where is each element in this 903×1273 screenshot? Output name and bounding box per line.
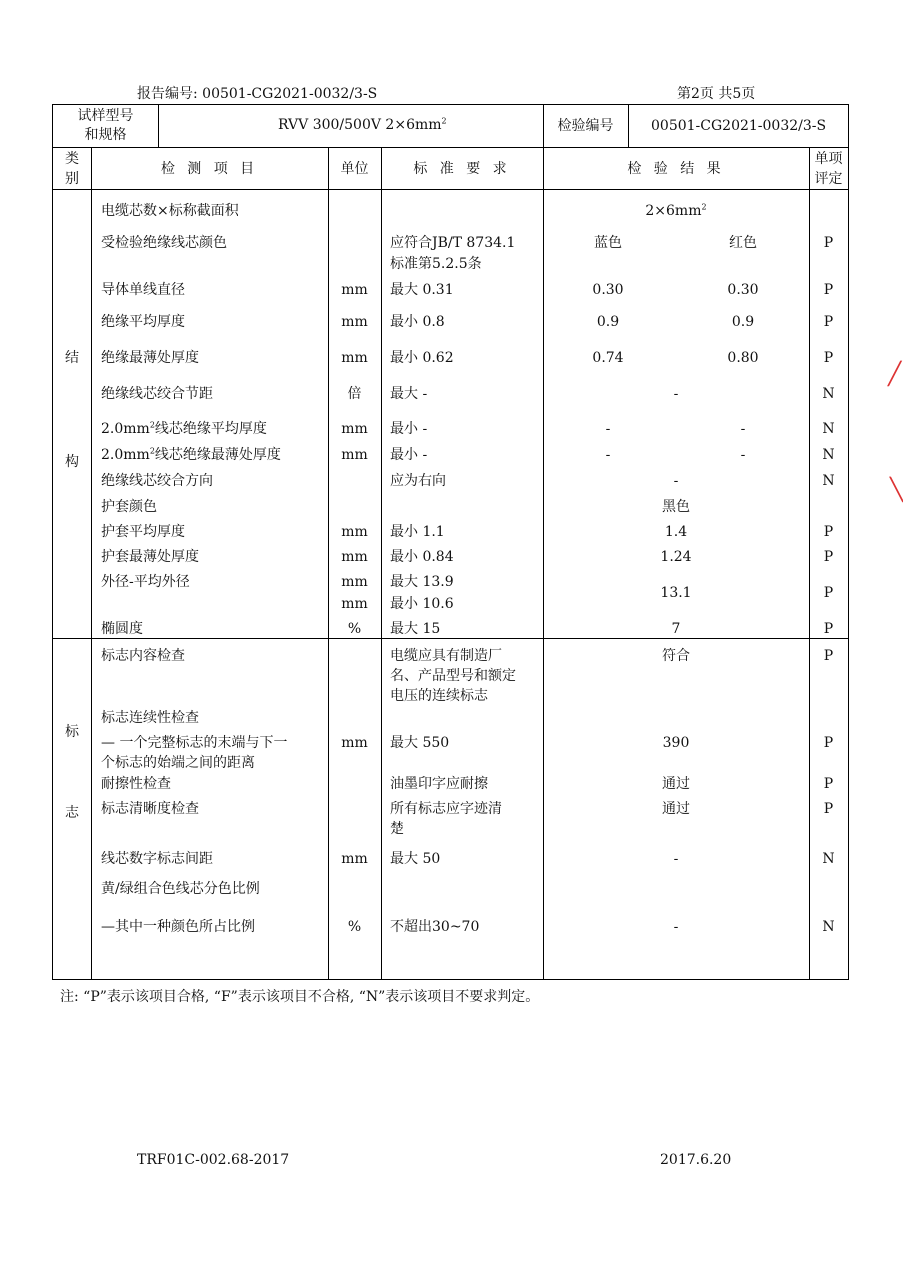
s1-std-7: 最小 -: [390, 447, 428, 463]
s1-std-3: 最小 0.8: [390, 314, 445, 330]
s2-item-2: 耐擦性检查: [101, 776, 171, 792]
s1-result-8: -: [673, 473, 679, 489]
col-result: 检 验 结 果: [627, 161, 725, 177]
model-label-2: 和规格: [84, 127, 127, 143]
model-value: RVV 300/500V $2\times 6mm^2$: [278, 116, 447, 133]
s1-verdict-3: P: [823, 314, 834, 330]
inspection-table: [52, 104, 849, 980]
s1-unit-12a: mm: [341, 574, 368, 590]
s1-verdict-1: P: [823, 235, 834, 251]
s2-result-1: 390: [662, 735, 690, 751]
section1-category-1: 结: [65, 350, 79, 366]
s1-std-1b: 标准第5.2.5条: [390, 256, 482, 272]
s2-result-3: 通过: [662, 801, 690, 817]
s1-verdict-11: P: [823, 549, 834, 565]
s2-std-3a: 所有标志应字迹清: [390, 801, 502, 817]
s1-item-3: 绝缘平均厚度: [101, 314, 185, 330]
s2-verdict-1: P: [823, 735, 834, 751]
inspect-value: 00501-CG2021-0032/3-S: [651, 118, 827, 134]
s2-result-0: 符合: [662, 648, 690, 664]
s1-result-13: 7: [671, 621, 681, 637]
s2-std-3b: 楚: [390, 821, 404, 837]
s2-item-1c: 个标志的始端之间的距离: [101, 755, 255, 771]
stamp-fragment-1: ╱: [888, 362, 902, 387]
s1-result-11: 1.24: [660, 549, 692, 565]
s1-verdict-4: P: [823, 350, 834, 366]
s1-std-13: 最大 15: [390, 621, 441, 637]
s1-std-4: 最小 0.62: [390, 350, 454, 366]
s1-r1-6: -: [605, 421, 611, 437]
page-number: 第2页 共5页: [677, 86, 756, 102]
s2-unit-1: mm: [341, 735, 368, 751]
s1-r2-1: 红色: [729, 235, 757, 251]
s2-verdict-3: P: [823, 801, 834, 817]
s2-verdict-6: N: [822, 919, 835, 935]
s1-verdict-7: N: [822, 447, 835, 463]
col-category-2: 别: [65, 171, 79, 187]
s1-item-6: $2.0mm^2$线芯绝缘平均厚度: [101, 420, 267, 437]
s1-r1-7: -: [605, 447, 611, 463]
s1-std-5: 最大 -: [390, 386, 428, 402]
s1-verdict-10: P: [823, 524, 834, 540]
col-category-1: 类: [65, 151, 79, 167]
s1-unit-6: mm: [341, 421, 368, 437]
s1-std-12a: 最大 13.9: [390, 574, 454, 590]
col-verdict-1: 单项: [814, 151, 843, 167]
s1-result-9: 黑色: [662, 499, 690, 515]
s2-std-0a: 电缆应具有制造厂: [390, 648, 502, 664]
s1-r2-6: -: [740, 421, 746, 437]
s2-result-6: -: [673, 919, 679, 935]
s2-item-1b: — 一个完整标志的末端与下一: [101, 735, 288, 751]
s1-std-8: 应为右向: [390, 473, 446, 489]
s1-result-0: $2\times 6mm^2$: [645, 202, 707, 219]
s1-verdict-6: N: [822, 421, 835, 437]
s1-unit-10: mm: [341, 524, 368, 540]
s1-std-2: 最大 0.31: [390, 282, 454, 298]
s2-result-4: -: [673, 851, 679, 867]
s2-result-2: 通过: [662, 776, 690, 792]
s2-std-2: 油墨印字应耐擦: [390, 776, 488, 792]
s1-unit-13: %: [347, 621, 362, 637]
form-number: TRF01C-002.68-2017: [137, 1152, 290, 1168]
s1-result-5: -: [673, 386, 679, 402]
section2-category-1: 标: [65, 724, 79, 740]
col-verdict-2: 评定: [814, 171, 843, 187]
s1-verdict-13: P: [823, 621, 834, 637]
footnote: 注: “P”表示该项目合格, “F”表示该项目不合格, “N”表示该项目不要求判定。: [60, 989, 540, 1005]
s2-unit-4: mm: [341, 851, 368, 867]
stamp-fragment-2: ╲: [890, 478, 903, 503]
s2-item-0: 标志内容检查: [101, 648, 185, 664]
s1-r1-2: 0.30: [592, 282, 624, 298]
model-label-1: 试样型号: [77, 108, 134, 124]
s1-r1-3: 0.9: [596, 314, 620, 330]
s1-item-13: 椭圆度: [101, 621, 143, 637]
s2-verdict-2: P: [823, 776, 834, 792]
report-number: 报告编号: 00501-CG2021-0032/3-S: [137, 86, 378, 102]
s1-unit-3: mm: [341, 314, 368, 330]
s2-std-6: 不超出30~70: [390, 919, 480, 935]
s1-item-5: 绝缘线芯绞合节距: [101, 386, 213, 402]
s1-std-12b: 最小 10.6: [390, 596, 454, 612]
s1-unit-11: mm: [341, 549, 368, 565]
s1-unit-2: mm: [341, 282, 368, 298]
s1-item-2: 导体单线直径: [101, 282, 185, 298]
s1-r2-3: 0.9: [731, 314, 755, 330]
s1-std-10: 最小 1.1: [390, 524, 445, 540]
s1-item-4: 绝缘最薄处厚度: [101, 350, 199, 366]
s2-std-0c: 电压的连续标志: [390, 688, 488, 704]
s1-item-1: 受检验绝缘线芯颜色: [101, 235, 227, 251]
s1-result-12: 13.1: [660, 585, 692, 601]
col-unit: 单位: [340, 161, 369, 177]
col-item: 检 测 项 目: [160, 161, 259, 177]
section1-category-2: 构: [65, 454, 79, 470]
s1-item-12: 外径-平均外径: [101, 574, 190, 590]
s2-verdict-4: N: [822, 851, 835, 867]
s1-item-9: 护套颜色: [101, 499, 157, 515]
s2-unit-6: %: [347, 919, 362, 935]
s1-std-11: 最小 0.84: [390, 549, 454, 565]
s2-verdict-0: P: [823, 648, 834, 664]
s1-item-11: 护套最薄处厚度: [101, 549, 199, 565]
s2-std-4: 最大 50: [390, 851, 441, 867]
s1-r2-4: 0.80: [727, 350, 759, 366]
s1-item-10: 护套平均厚度: [101, 524, 185, 540]
s1-r1-1: 蓝色: [594, 235, 622, 251]
section2-category-2: 志: [65, 805, 79, 821]
s1-item-7: $2.0mm^2$线芯绝缘最薄处厚度: [101, 446, 281, 463]
s1-unit-4: mm: [341, 350, 368, 366]
s2-std-0b: 名、产品型号和额定: [390, 668, 516, 684]
s2-std-1: 最大 550: [390, 735, 450, 751]
s1-unit-7: mm: [341, 447, 368, 463]
form-date: 2017.6.20: [660, 1152, 732, 1168]
s1-r1-4: 0.74: [592, 350, 624, 366]
s1-result-10: 1.4: [664, 524, 688, 540]
s1-std-6: 最小 -: [390, 421, 428, 437]
s2-item-5: 黄/绿组合色线芯分色比例: [101, 881, 260, 897]
s2-item-6: —其中一种颜色所占比例: [101, 919, 255, 935]
s1-unit-12b: mm: [341, 596, 368, 612]
s1-std-1a: 应符合JB/T 8734.1: [390, 235, 516, 251]
s2-item-1a: 标志连续性检查: [101, 710, 199, 726]
s1-unit-5: 倍: [347, 386, 362, 402]
s1-r2-7: -: [740, 447, 746, 463]
inspect-label: 检验编号: [557, 118, 614, 134]
s1-item-0: 电缆芯数×标称截面积: [101, 203, 239, 219]
s1-verdict-12: P: [823, 585, 834, 601]
s2-item-4: 线芯数字标志间距: [101, 851, 213, 867]
s2-item-3: 标志清晰度检查: [101, 801, 199, 817]
s1-r2-2: 0.30: [727, 282, 759, 298]
col-standard: 标 准 要 求: [413, 161, 511, 177]
s1-verdict-2: P: [823, 282, 834, 298]
s1-verdict-5: N: [822, 386, 835, 402]
s1-item-8: 绝缘线芯绞合方向: [101, 473, 213, 489]
s1-verdict-8: N: [822, 473, 835, 489]
